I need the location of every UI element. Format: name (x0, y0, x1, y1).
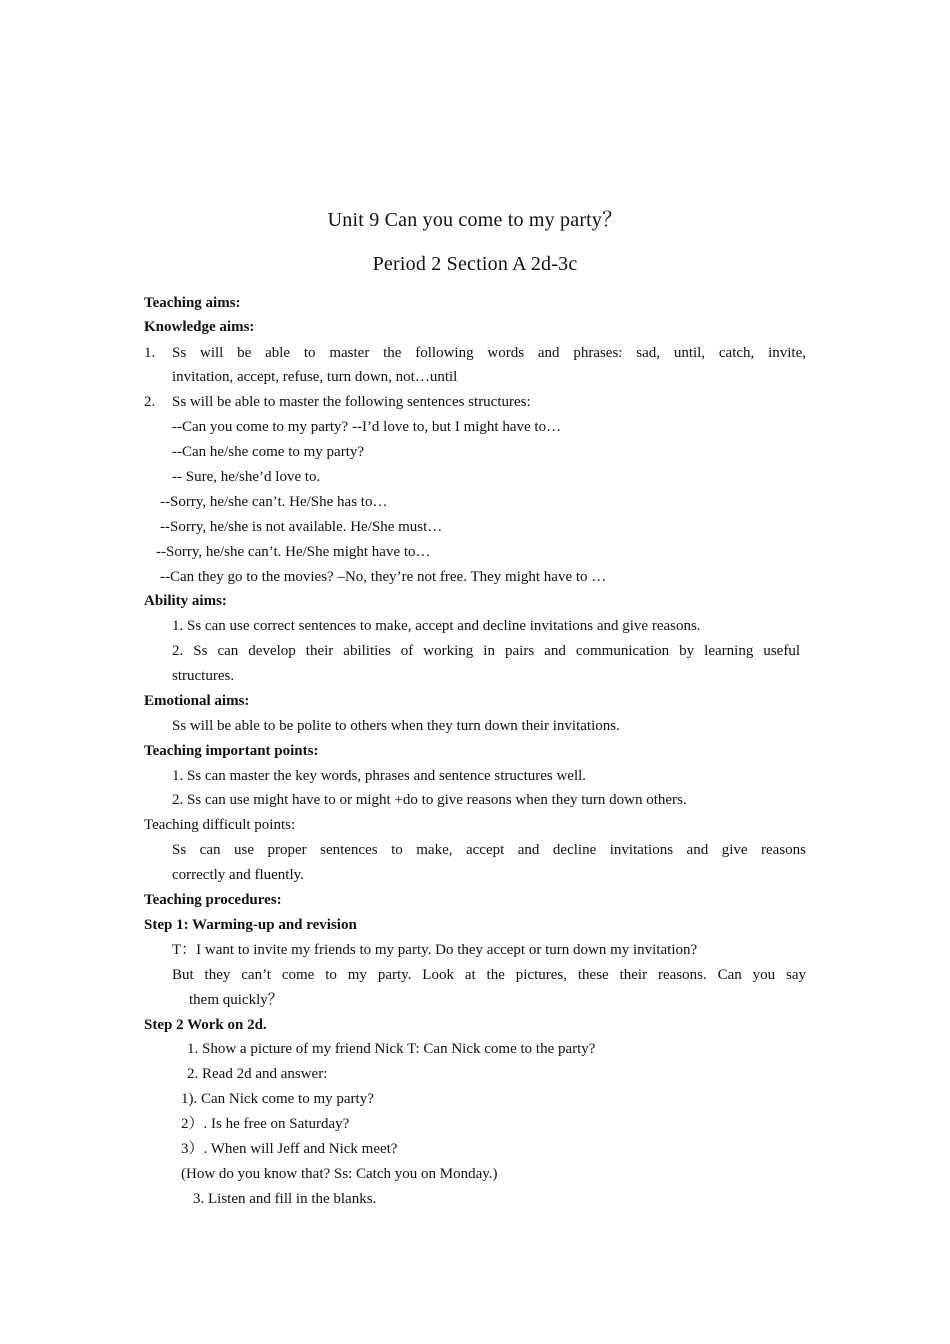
heading-important-points: Teaching important points: (144, 743, 319, 759)
emotional-item: Ss will be able to be polite to others when they turn down their invitations. (172, 718, 620, 734)
sentence-structure: -- Sure, he/she’d love to. (172, 469, 321, 485)
knowledge-item-1-line-1: Ss will be able to master the following words and phrases: sad, until, catch, invite, (172, 345, 806, 361)
question-3: 3）. When will Jeff and Nick meet? (181, 1141, 398, 1157)
question-note: (How do you know that? Ss: Catch you on Monday.) (181, 1166, 498, 1182)
question-2: 2）. Is he free on Saturday? (181, 1116, 350, 1132)
step-2-item-1: 1. Show a picture of my friend Nick T: Can Nick come to the party? (187, 1041, 596, 1057)
sentence-structure: --Can he/she come to my party? (172, 444, 365, 460)
heading-emotional-aims: Emotional aims: (144, 693, 250, 709)
step-1-line-2: But they can’t come to my party. Look at the pictures, these their reasons. Can you say (172, 967, 806, 983)
important-point-1: 1. Ss can master the key words, phrases and sentence structures well. (172, 768, 587, 784)
heading-step-2: Step 2 Work on 2d. (144, 1017, 267, 1033)
sentence-structure: --Sorry, he/she is not available. He/She must… (160, 519, 443, 535)
step-1-line-3: them quickly？ (189, 992, 283, 1008)
question-1: 1). Can Nick come to my party? (181, 1091, 374, 1107)
sentence-structure: --Sorry, he/she can’t. He/She might have to… (156, 544, 431, 560)
list-number: 2. (144, 394, 156, 410)
heading-difficult-points: Teaching difficult points: (144, 817, 296, 833)
document-subtitle: Period 2 Section A 2d-3c (372, 253, 578, 275)
sentence-structure: --Can you come to my party? --I’d love to, but I might have to… (172, 419, 562, 435)
heading-teaching-procedures: Teaching procedures: (144, 892, 282, 908)
list-number: 1. (144, 345, 156, 361)
heading-teaching-aims: Teaching aims: (144, 295, 241, 311)
important-point-2: 2. Ss can use might have to or might +do to give reasons when they turn down others. (172, 792, 687, 808)
difficult-point-line-1: Ss can use proper sentences to make, accept and decline invitations and give reasons (172, 842, 806, 858)
step-1-line-1: T：I want to invite my friends to my party. Do they accept or turn down my invitation? (172, 942, 698, 958)
step-2-item-2: 2. Read 2d and answer: (187, 1066, 328, 1082)
difficult-point-line-2: correctly and fluently. (172, 867, 304, 883)
sentence-structure: --Can they go to the movies? –No, they’re not free. They might have to … (160, 569, 607, 585)
heading-ability-aims: Ability aims: (144, 593, 227, 609)
sentence-structure: --Sorry, he/she can’t. He/She has to… (160, 494, 388, 510)
document-title: Unit 9 Can you come to my party？ (327, 209, 623, 231)
ability-item-1: 1. Ss can use correct sentences to make, accept and decline invitations and give reasons. (172, 618, 701, 634)
ability-item-2-line-1: 2. Ss can develop their abilities of working in pairs and communication by learning useful (172, 643, 800, 659)
knowledge-item-2: Ss will be able to master the following sentences structures: (172, 394, 531, 410)
step-2-item-3: 3. Listen and fill in the blanks. (193, 1191, 377, 1207)
ability-item-2-line-2: structures. (172, 668, 235, 684)
heading-step-1: Step 1: Warming-up and revision (144, 917, 357, 933)
knowledge-item-1-line-2: invitation, accept, refuse, turn down, not…until (172, 369, 458, 385)
heading-knowledge-aims: Knowledge aims: (144, 319, 255, 335)
